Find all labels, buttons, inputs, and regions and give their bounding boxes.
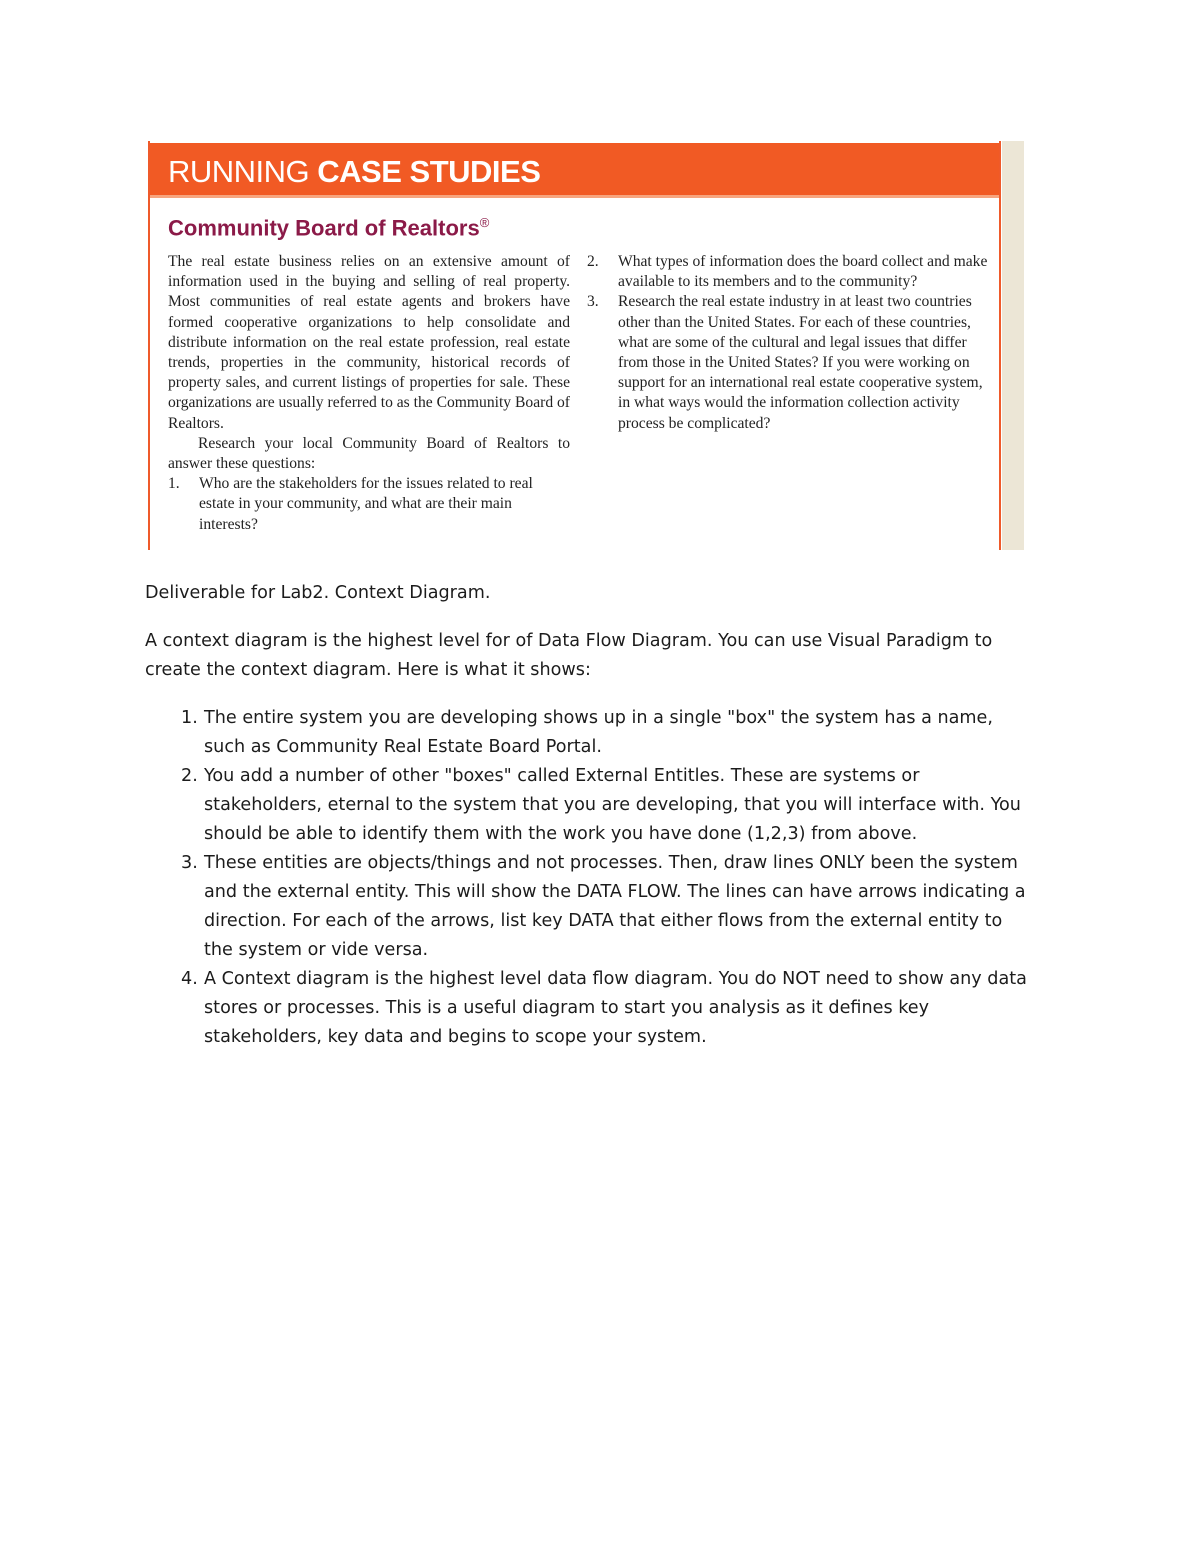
question-item (587, 252, 992, 292)
banner-bold-text: CASE STUDIES (317, 154, 541, 189)
list-item (145, 762, 1030, 849)
question-item (168, 474, 570, 535)
banner-heading (168, 154, 540, 190)
case-study-panel (148, 141, 1001, 550)
question-number: 1. (168, 475, 180, 493)
list-item-text: The entire system you are developing shows up in a single "box" the system has a name, such as Community Real Estate Board Portal. (204, 708, 993, 757)
intro-paragraph: A context diagram is the highest level for of Data Flow Diagram. You can use Visual Paradigm to create the context diagram. Here is what it shows: (145, 631, 993, 680)
list-item-text: These entities are objects/things and not processes. Then, draw lines ONLY been the system and the external entity. This will show the DATA FLOW. The lines can have arrows indicating a direction. For each of the arrows, list key DATA that either flows from the external entity to the system or vide versa. (204, 853, 1026, 960)
list-item (145, 849, 1030, 965)
banner-light-text: RUNNING (168, 154, 318, 189)
question-item (587, 292, 992, 433)
question-number: 2. (587, 253, 599, 270)
list-item-number: 2. (181, 766, 198, 786)
list-item-number: 4. (181, 969, 198, 989)
case-study-right-column (587, 252, 992, 434)
page-edge-strip (1002, 141, 1024, 550)
case-study-figure (145, 141, 1024, 550)
list-item (145, 965, 1030, 1052)
case-study-title-text: Community Board of Realtors (168, 215, 480, 241)
question-text: Who are the stakeholders for the issues related to real estate in your community, and what are their main interests? (199, 475, 533, 533)
list-item-text: You add a number of other "boxes" called External Entitles. These are systems or stakeholders, eternal to the system that you are developing, that you will interface with. You should be able to identify them with the work you have done (1,2,3) from above. (204, 766, 1021, 844)
case-study-title (168, 215, 489, 241)
case-study-intro: The real estate business relies on an extensive amount of information used in the buying and selling of real property. Most communities of real estate agents and brokers have formed cooperative organizations to help consolidate and distribute information on the real estate profession, real estate trends, properties in the community, historical records of property sales, and current listings of properties for sale. These organizations are usually referred to as the Community Board of Realtors. (168, 253, 571, 432)
question-number: 3. (587, 293, 599, 311)
question-text: Research the real estate industry in at least two countries other than the United States. For each of these countries, what are some of the cultural and legal issues that differ from those in the United States? If you were working on support for an international real estate cooperative system, in what ways would the information collection activity process be complicated? (618, 293, 983, 432)
list-item (145, 704, 1030, 762)
requirements-list (145, 704, 1030, 1052)
registered-mark: ® (479, 215, 490, 230)
question-text: What types of information does the board collect and make available to its members and to the community? (618, 253, 988, 291)
list-item-text: A Context diagram is the highest level data flow diagram. You do NOT need to show any data stores or processes. This is a useful diagram to start you analysis as it defines key stakeholders, key data and begins to scope your system. (204, 969, 1027, 1047)
list-item-number: 1. (181, 708, 198, 728)
case-study-instruction: Research your local Community Board of Realtors to answer these questions: (168, 434, 570, 473)
deliverable-heading: Deliverable for Lab2. Context Diagram. (145, 583, 491, 603)
list-item-number: 3. (181, 853, 198, 873)
case-study-left-column (168, 252, 570, 535)
case-study-banner (150, 143, 999, 198)
